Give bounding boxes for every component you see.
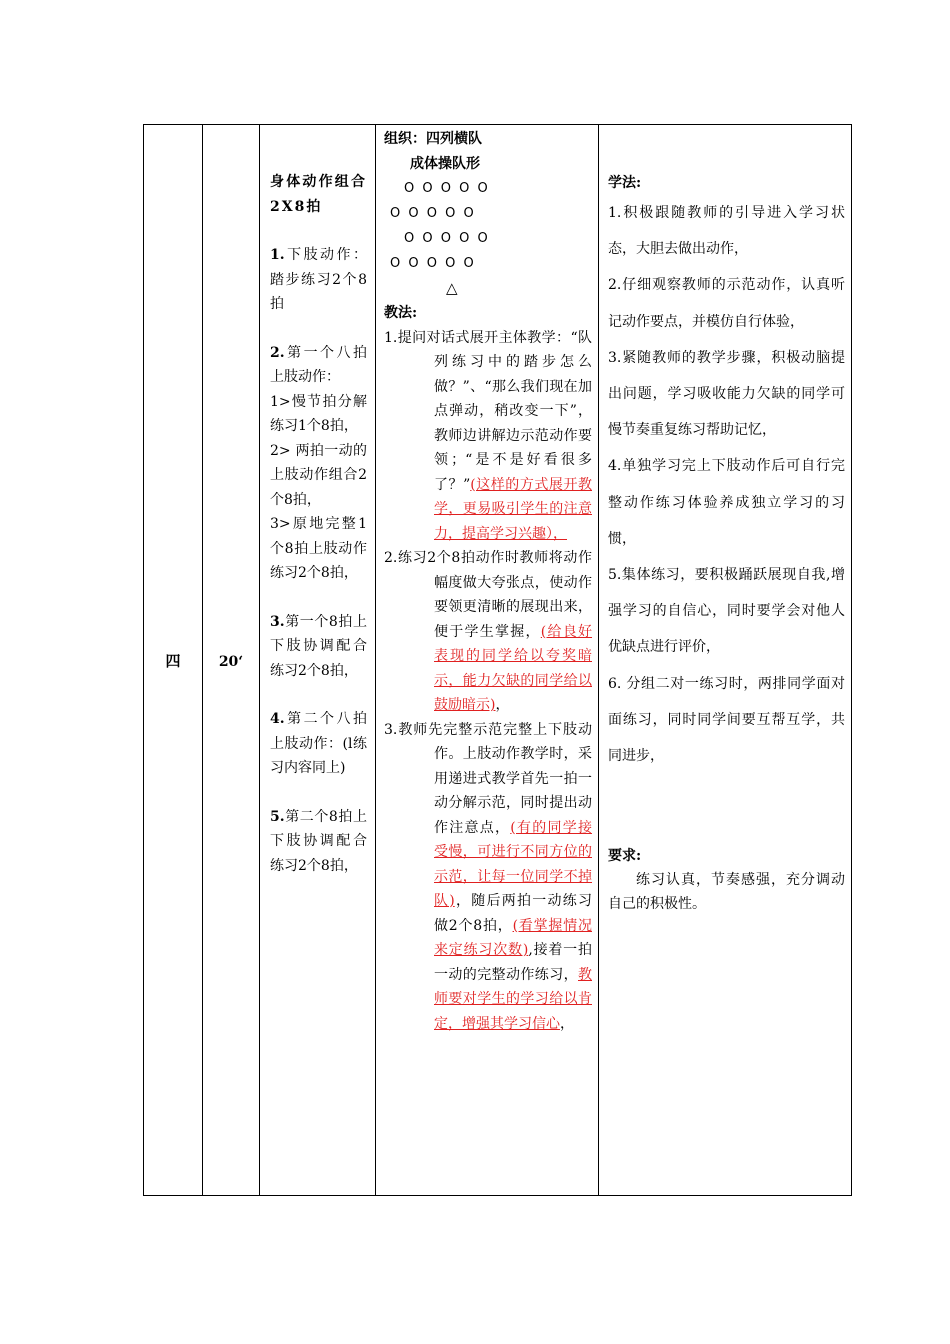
formation-row: O O O O O	[404, 181, 490, 196]
item-text: 第二个8拍上下肢协调配合练习2个8拍，	[270, 808, 367, 874]
method-note: (给良好表现的同学给以夸奖暗示，能力欠缺的同学给以鼓励暗示)	[434, 623, 593, 713]
content-title: 身体动作组合2X8拍	[270, 174, 367, 215]
content-cell	[260, 125, 376, 1196]
method-text: 3.教师先完整示范完整上下肢动作。上肢动作教学时，采用递进式教学首先一拍一动分解示范，同时提出动作注意点，	[384, 721, 592, 836]
method-note: (看掌握情况来定练习次数)	[434, 917, 592, 958]
formation-diagram	[384, 176, 592, 301]
method-text: 2.练习2个8拍动作时教师将动作幅度做大夸张点，使动作要领更清晰的展现出来，便于学生掌握，	[384, 550, 592, 640]
formation-row: O O O O O	[390, 256, 476, 271]
content-item	[270, 707, 367, 781]
formation-row: O O O O O	[404, 231, 490, 246]
table-row	[144, 125, 852, 1196]
item-text: 第一个八拍上肢动作：	[270, 344, 367, 385]
method-note: (有的同学接受慢，可进行不同方位的示范，让每一位同学不掉队)	[434, 819, 592, 909]
content-item	[270, 243, 367, 317]
item-text: 第一个8拍上下肢协调配合练习2个8拍，	[270, 613, 367, 679]
learning-item: 5.集体练习，要积极踊跃展现自我,增强学习的自信心，同时要学会对他人优缺点进行评价，	[608, 567, 845, 656]
time-cell	[203, 125, 260, 1196]
learning-item: 3.紧随教师的教学步骤，积极动脑提出问题，学习吸收能力欠缺的同学可慢节奏重复练习帮助记忆，	[608, 349, 845, 439]
learning-item: 2.仔细观察教师的示范动作，认真听记动作要点，并模仿自行体验，	[608, 277, 845, 330]
learning-label: 学法:	[608, 175, 642, 191]
organization-label: 组织：四列横队	[384, 131, 482, 147]
method-text: ，	[495, 697, 510, 713]
sub-item: 1>慢节拍分解练习1个8拍，	[270, 393, 367, 434]
lesson-plan-table	[143, 124, 852, 1196]
method-text: 1.提问对话式展开主体教学：“队列练习中的踏步怎么做？”、“那么我们现在加点弹动，稍改变一下”，教师边讲解边示范动作要领；“是不是好看很多了？”	[384, 329, 592, 493]
item-number: 1.	[270, 247, 285, 263]
method-item	[384, 326, 592, 547]
requirement-text: 练习认真，节奏感强，充分调动自己的积极性。	[608, 872, 845, 913]
learning-cell	[599, 125, 852, 1196]
requirement-label: 要求:	[608, 848, 642, 865]
item-text: 第二个八拍上肢动作：(l练习内容同上)	[270, 711, 367, 776]
method-note: (这样的方式展开教学，更易吸引学生的注意力，提高学习兴趣），	[434, 476, 592, 542]
section-cell	[144, 125, 203, 1196]
time-value: 20‘	[218, 653, 244, 670]
content-item	[270, 805, 367, 879]
item-number: 2.	[270, 344, 285, 361]
item-text: 下肢动作：踏步练习2个8拍	[270, 247, 367, 312]
method-item	[384, 718, 592, 1037]
teacher-triangle-icon: △	[446, 279, 460, 297]
item-number: 3.	[270, 613, 285, 630]
method-item	[384, 546, 592, 718]
method-text: ,接着一拍一动的完整动作练习，	[434, 942, 592, 983]
teaching-method-label: 教法:	[384, 305, 418, 321]
content-item	[270, 610, 367, 684]
sub-item: 3>原地完整1个8拍上肢动作练习2个8拍，	[270, 516, 367, 581]
method-cell	[376, 125, 599, 1196]
learning-item: 6. 分组二对一练习时，两排同学面对面练习，同时同学间要互帮互学，共同进步，	[608, 675, 845, 765]
organization-sub: 成体操队形	[410, 155, 480, 172]
method-text: ，随后两拍一动练习做2个8拍，	[434, 893, 592, 934]
learning-item: 1.积极跟随教师的引导进入学习状态，大胆去做出动作，	[608, 205, 845, 258]
method-text: ，	[560, 1015, 574, 1032]
learning-item: 4.单独学习完上下肢动作后可自行完整动作练习体验养成独立学习的习惯，	[608, 458, 845, 547]
item-number: 5.	[270, 808, 285, 825]
formation-row: O O O O O	[390, 206, 476, 221]
sub-item: 2> 两拍一动的上肢动作组合2个8拍，	[270, 442, 367, 508]
item-number: 4.	[270, 711, 285, 727]
method-note: 教师要对学生的学习给以肯定，增强其学习信心	[434, 966, 592, 1032]
section-number: 四	[165, 651, 181, 670]
content-item	[270, 341, 367, 586]
